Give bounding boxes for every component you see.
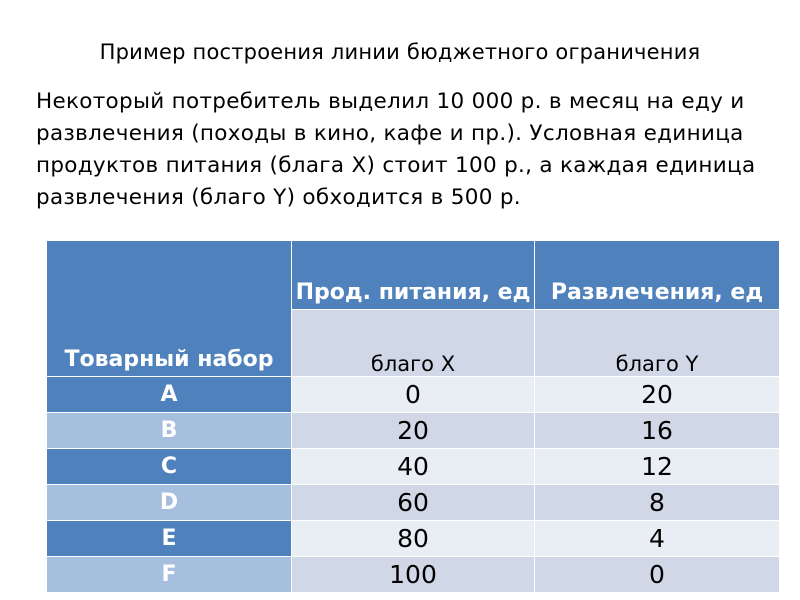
- header-entertainment: Развлечения, ед: [535, 241, 780, 310]
- cell-y: 8: [535, 485, 780, 521]
- row-label: D: [47, 485, 292, 521]
- header-commodity-set: Товарный набор: [47, 241, 292, 377]
- table-row: [47, 557, 780, 593]
- row-label: C: [47, 449, 292, 485]
- header-good-x: благо X: [292, 310, 535, 377]
- row-label: E: [47, 521, 292, 557]
- cell-y: 20: [535, 377, 780, 413]
- row-label: F: [47, 557, 292, 593]
- slide-title: Пример построения линии бюджетного ограничения: [99, 40, 701, 64]
- cell-x: 100: [292, 557, 535, 593]
- cell-x: 0: [292, 377, 535, 413]
- cell-y: 4: [535, 521, 780, 557]
- table-row: [47, 521, 780, 557]
- cell-x: 20: [292, 413, 535, 449]
- table-row: [47, 485, 780, 521]
- intro-paragraph: Некоторый потребитель выделил 10 000 р. в месяц на еду и развлечения (походы в кино, кафе и пр.). Условная единица продуктов питания (блага X) стоит 100 р., а каждая единица развлечения (благо Y) обходится в 500 р.: [36, 89, 756, 210]
- row-label: B: [47, 413, 292, 449]
- cell-y: 12: [535, 449, 780, 485]
- header-food: Прод. питания, ед: [292, 241, 535, 310]
- table-row: [47, 377, 780, 413]
- cell-x: 40: [292, 449, 535, 485]
- header-good-y: благо Y: [535, 310, 780, 377]
- cell-y: 16: [535, 413, 780, 449]
- cell-x: 80: [292, 521, 535, 557]
- table-row: [47, 413, 780, 449]
- budget-table: [46, 240, 780, 593]
- header-row-top: [47, 241, 780, 310]
- cell-x: 60: [292, 485, 535, 521]
- row-label: A: [47, 377, 292, 413]
- cell-y: 0: [535, 557, 780, 593]
- table-row: [47, 449, 780, 485]
